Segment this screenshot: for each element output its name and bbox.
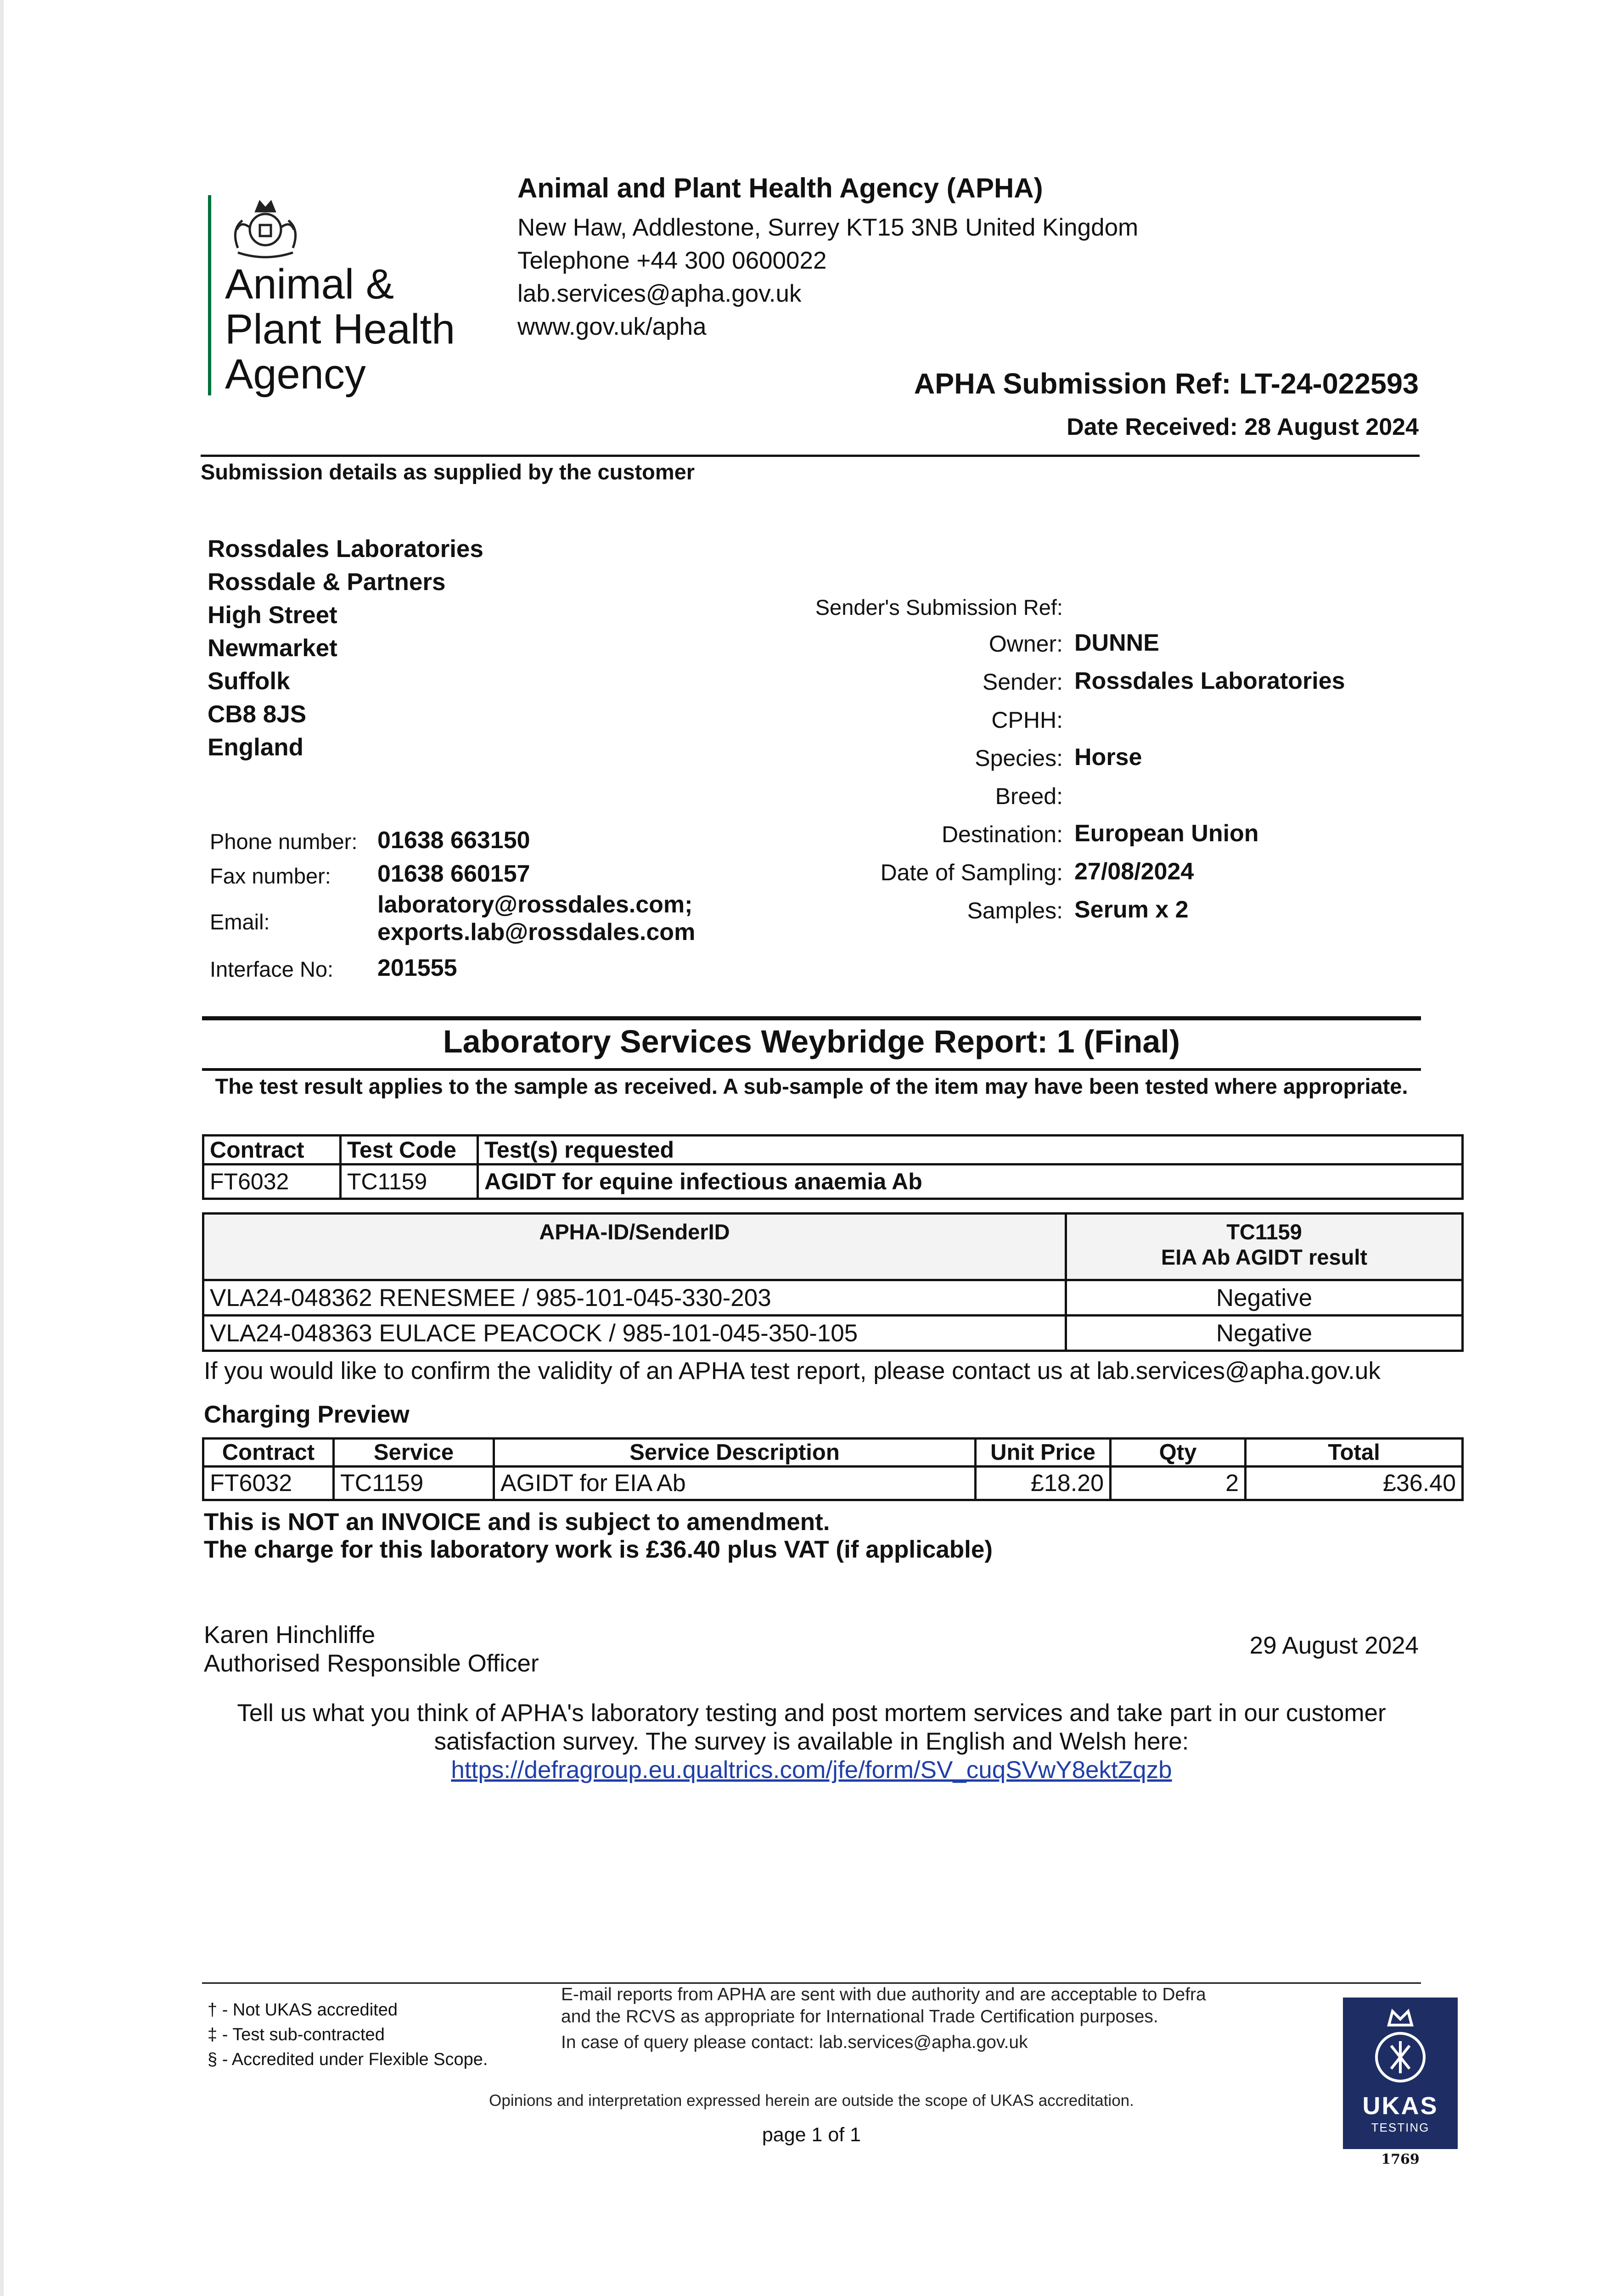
tests-requested-table [202,1134,1464,1200]
divider [202,1068,1421,1071]
interface-label: Interface No: [210,957,334,981]
report-title: Laboratory Services Weybridge Report: 1 (Final) [443,1024,1180,1059]
sample-id-cell: VLA24-048362 RENESMEE / 985-101-045-330-203 [203,1280,1066,1316]
date-sampling-value: 27/08/2024 [1074,858,1194,885]
table-header-row [203,1439,1463,1467]
survey-line2: satisfaction survey. The survey is available in English and Welsh here: [434,1728,1189,1755]
column-header: Unit Price [976,1439,1111,1467]
agency-website: www.gov.uk/apha [517,313,707,340]
column-header: Test(s) requested [478,1136,1463,1165]
results-table [202,1212,1464,1352]
validity-note: If you would like to confirm the validity of an APHA test report, please contact us at lab.services@apha.gov.uk [204,1357,1381,1384]
logo-line2: Plant Health [225,306,455,353]
legend-flexible-scope: § - Accredited under Flexible Scope. [208,2050,488,2069]
destination-value: European Union [1074,820,1259,847]
survey-link[interactable]: https://defragroup.eu.qualtrics.com/jfe/form/SV_cuqSVwY8ektZqzb [451,1756,1172,1784]
column-header: Contract [203,1136,341,1165]
column-header: APHA-ID/SenderID [203,1214,1066,1280]
cphh-label: CPHH: [991,707,1063,733]
address-line: Suffolk [208,668,290,695]
signoff-block [204,1621,539,1678]
fax-value: 01638 660157 [377,861,530,887]
interface-value: 201555 [377,955,457,981]
table-cell: £18.20 [976,1467,1111,1500]
sample-id-cell: VLA24-048363 EULACE PEACOCK / 985-101-045-350-105 [203,1316,1066,1351]
footer-email-notice [561,1984,1218,2054]
logo-green-bar [208,195,211,395]
agency-contact-block [517,211,1138,343]
result-cell: Negative [1066,1280,1463,1316]
table-cell: AGIDT for EIA Ab [494,1467,976,1500]
email-line1: laboratory@rossdales.com; [377,891,693,918]
sender-value: Rossdales Laboratories [1074,668,1345,694]
query-contact: In case of query please contact: lab.services@apha.gov.uk [561,2032,1028,2052]
table-cell: 2 [1111,1467,1246,1500]
page-number: page 1 of 1 [762,2124,861,2146]
phone-label: Phone number: [210,829,358,854]
address-line: Newmarket [208,635,337,662]
opinions-note: Opinions and interpretation expressed herein are outside the scope of UKAS accreditation. [489,2092,1134,2110]
species-label: Species: [975,745,1063,771]
footer-legend [208,1998,488,2072]
submission-details-heading: Submission details as supplied by the customer [201,460,695,484]
phone-value: 01638 663150 [377,827,530,854]
table-cell: £36.40 [1246,1467,1463,1500]
charging-table [202,1437,1464,1501]
column-header [1066,1214,1463,1280]
address-line: CB8 8JS [208,701,307,728]
table-cell: FT6032 [203,1467,334,1500]
column-header: Test Code [341,1136,478,1165]
sender-label: Sender: [982,669,1063,695]
date-sampling-label: Date of Sampling: [880,860,1063,885]
sample-applies-note: The test result applies to the sample as received. A sub-sample of the item may have been tested where appropriate. [215,1074,1408,1098]
legend-sub-contracted: ‡ - Test sub-contracted [208,2025,385,2044]
date-received: Date Received: 28 August 2024 [1067,414,1419,440]
officer-role: Authorised Responsible Officer [204,1650,539,1677]
table-cell: TC1159 [341,1165,478,1199]
signoff-date: 29 August 2024 [1249,1632,1419,1659]
breed-label: Breed: [995,783,1063,809]
logo-line3: Agency [225,351,366,398]
logo-line1: Animal & [225,261,394,308]
divider [201,455,1420,457]
invoice-notice [204,1508,993,1564]
ukas-label: UKAS [1362,2092,1438,2120]
address-line: Rossdales Laboratories [208,535,483,563]
column-header: Total [1246,1439,1463,1467]
ukas-logo [1343,1998,1458,2149]
table-cell: AGIDT for equine infectious anaemia Ab [478,1165,1463,1199]
column-header: Qty [1111,1439,1246,1467]
scan-margin [0,0,4,2296]
not-invoice-line: This is NOT an INVOICE and is subject to amendment. [204,1508,830,1536]
email-line2: exports.lab@rossdales.com [377,919,696,945]
species-value: Horse [1074,744,1142,771]
address-line: High Street [208,602,337,629]
destination-label: Destination: [941,822,1063,847]
agency-email: lab.services@apha.gov.uk [517,280,802,307]
agency-telephone: Telephone +44 300 0600022 [517,247,827,274]
result-cell: Negative [1066,1316,1463,1351]
address-line: England [208,734,304,761]
column-header: Contract [203,1439,334,1467]
customer-address [208,533,483,764]
agency-address: New Haw, Addlestone, Surrey KT15 3NB United Kingdom [517,214,1139,241]
samples-value: Serum x 2 [1074,896,1189,923]
table-header-row [203,1214,1463,1280]
owner-value: DUNNE [1074,630,1159,656]
table-row [203,1316,1463,1351]
officer-name: Karen Hinchliffe [204,1621,376,1649]
submission-ref: APHA Submission Ref: LT-24-022593 [914,368,1419,400]
table-header-row [203,1136,1463,1165]
email-label: Email: [210,910,270,934]
ukas-testing-label: TESTING [1371,2121,1430,2134]
table-cell: FT6032 [203,1165,341,1199]
ukas-accreditation-number: 1769 [1381,2151,1420,2167]
address-line: Rossdale & Partners [208,568,446,596]
table-row [203,1280,1463,1316]
survey-line1: Tell us what you think of APHA's laboratory testing and post mortem services and take part in our customer [237,1699,1386,1727]
fax-label: Fax number: [210,864,331,888]
charge-line: The charge for this laboratory work is £36.40 plus VAT (if applicable) [204,1536,993,1563]
table-row [203,1467,1463,1500]
survey-block [202,1699,1421,1784]
table-cell: TC1159 [334,1467,494,1500]
samples-label: Samples: [967,898,1063,923]
sender-ref-label: Sender's Submission Ref: [815,595,1063,619]
agency-title: Animal and Plant Health Agency (APHA) [517,173,1043,203]
column-header: Service Description [494,1439,976,1467]
royal-crest-icon [224,193,307,262]
column-header: Service [334,1439,494,1467]
email-reports-note: E-mail reports from APHA are sent with due authority and are acceptable to Defra and the RCVS as appropriate for International Trade Certification purposes. [561,1985,1206,2026]
charging-preview-heading: Charging Preview [204,1401,410,1428]
agency-logo-text [225,262,455,397]
legend-not-accredited: † - Not UKAS accredited [208,2000,398,2020]
ukas-crown-icon [1366,2004,1435,2087]
divider [202,1016,1421,1020]
table-row [203,1165,1463,1199]
result-header-code: TC1159 [1226,1220,1302,1244]
owner-label: Owner: [988,631,1063,657]
result-header-name: EIA Ab AGIDT result [1161,1245,1368,1269]
